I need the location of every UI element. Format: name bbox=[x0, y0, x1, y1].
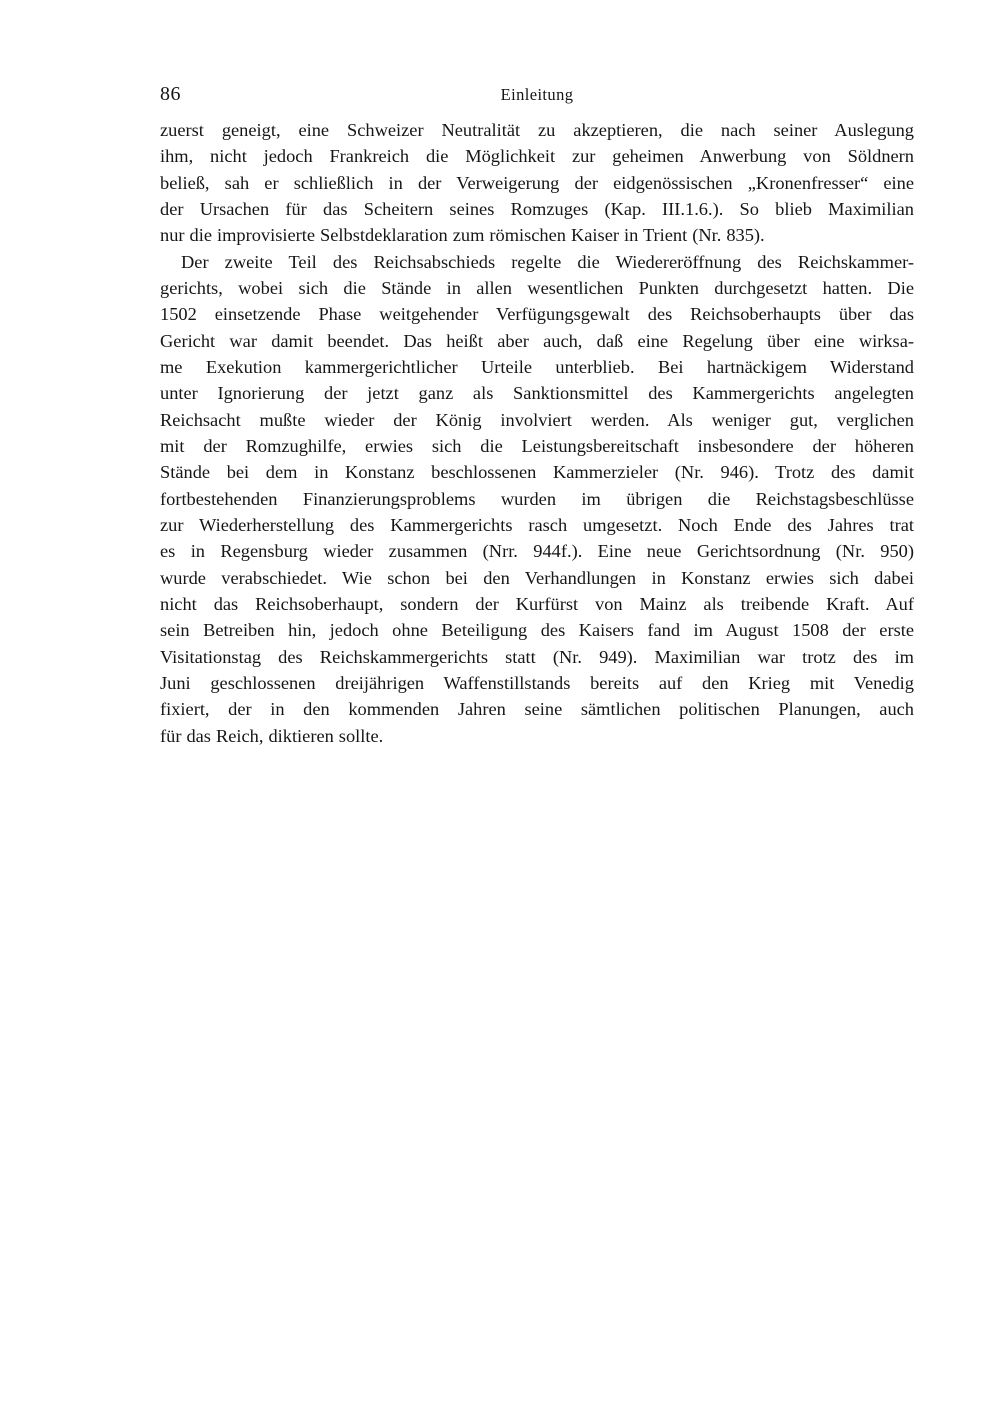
text-line: Der zweite Teil des Reichsabschieds regelte die Wiedereröffnung des Reichskammer- bbox=[181, 251, 914, 272]
text-line: Visitationstag des Reichskammergerichts statt (Nr. 949). Maximilian war trotz des im bbox=[160, 646, 914, 667]
text-line: unter Ignorierung der jetzt ganz als Sanktionsmittel des Kammergerichts angelegten bbox=[160, 383, 914, 404]
paragraph bbox=[160, 117, 914, 249]
text-line: zur Wiederherstellung des Kammergerichts rasch umgesetzt. Noch Ende des Jahres trat bbox=[160, 514, 914, 535]
text-line: nicht das Reichsoberhaupt, sondern der Kurfürst von Mainz als treibende Kraft. Auf bbox=[160, 593, 914, 614]
text-line: nur die improvisierte Selbstdeklaration zum römischen Kaiser in Trient (Nr. 835). bbox=[160, 225, 765, 246]
text-line: ihm, nicht jedoch Frankreich die Möglichkeit zur geheimen Anwerbung von Söldnern bbox=[160, 146, 914, 167]
text-line: beließ, sah er schließlich in der Verweigerung der eidgenössischen „Kronenfresser“ eine bbox=[160, 172, 914, 193]
page-number: 86 bbox=[160, 83, 181, 105]
text-line: zuerst geneigt, eine Schweizer Neutralität zu akzeptieren, die nach seiner Auslegung bbox=[160, 120, 914, 140]
text-column bbox=[160, 84, 914, 749]
text-line: Gericht war damit beendet. Das heißt aber auch, daß eine Regelung über eine wirksa- bbox=[160, 330, 914, 351]
text-line: Reichsacht mußte wieder der König involviert werden. Als weniger gut, verglichen bbox=[160, 409, 914, 430]
text-line: Stände bei dem in Konstanz beschlossenen Kammerzieler (Nr. 946). Trotz des damit bbox=[160, 462, 914, 483]
text-line: gerichts, wobei sich die Stände in allen wesentlichen Punkten durchgesetzt hatten. Die bbox=[160, 277, 914, 298]
running-head-title: Einleitung bbox=[500, 85, 574, 104]
text-line: sein Betreiben hin, jedoch ohne Beteiligung des Kaisers fand im August 1508 der erste bbox=[160, 620, 914, 641]
running-header bbox=[160, 84, 914, 104]
text-line: für das Reich, diktieren sollte. bbox=[160, 725, 384, 746]
text-line: der Ursachen für das Scheitern seines Romzuges (Kap. III.1.6.). So blieb Maximilian bbox=[160, 198, 914, 219]
text-line: es in Regensburg wieder zusammen (Nrr. 944f.). Eine neue Gerichtsordnung (Nr. 950) bbox=[160, 541, 914, 562]
body-text bbox=[160, 117, 914, 749]
text-line: wurde verabschiedet. Wie schon bei den Verhandlungen in Konstanz erwies sich dabei bbox=[160, 567, 914, 588]
text-line: fortbestehenden Finanzierungsproblems wurden im übrigen die Reichstagsbeschlüsse bbox=[160, 488, 914, 509]
text-line: me Exekution kammergerichtlicher Urteile unterblieb. Bei hartnäckigem Widerstand bbox=[160, 356, 914, 377]
text-line: 1502 einsetzende Phase weitgehender Verfügungsgewalt des Reichsoberhaupts über das bbox=[160, 304, 914, 325]
text-line: Juni geschlossenen dreijährigen Waffenstillstands bereits auf den Krieg mit Venedig bbox=[160, 672, 914, 693]
paragraph bbox=[160, 249, 914, 749]
text-line: mit der Romzughilfe, erwies sich die Leistungsbereitschaft insbesondere der höheren bbox=[160, 435, 914, 456]
text-line: fixiert, der in den kommenden Jahren seine sämtlichen politischen Planungen, auch bbox=[160, 699, 914, 720]
